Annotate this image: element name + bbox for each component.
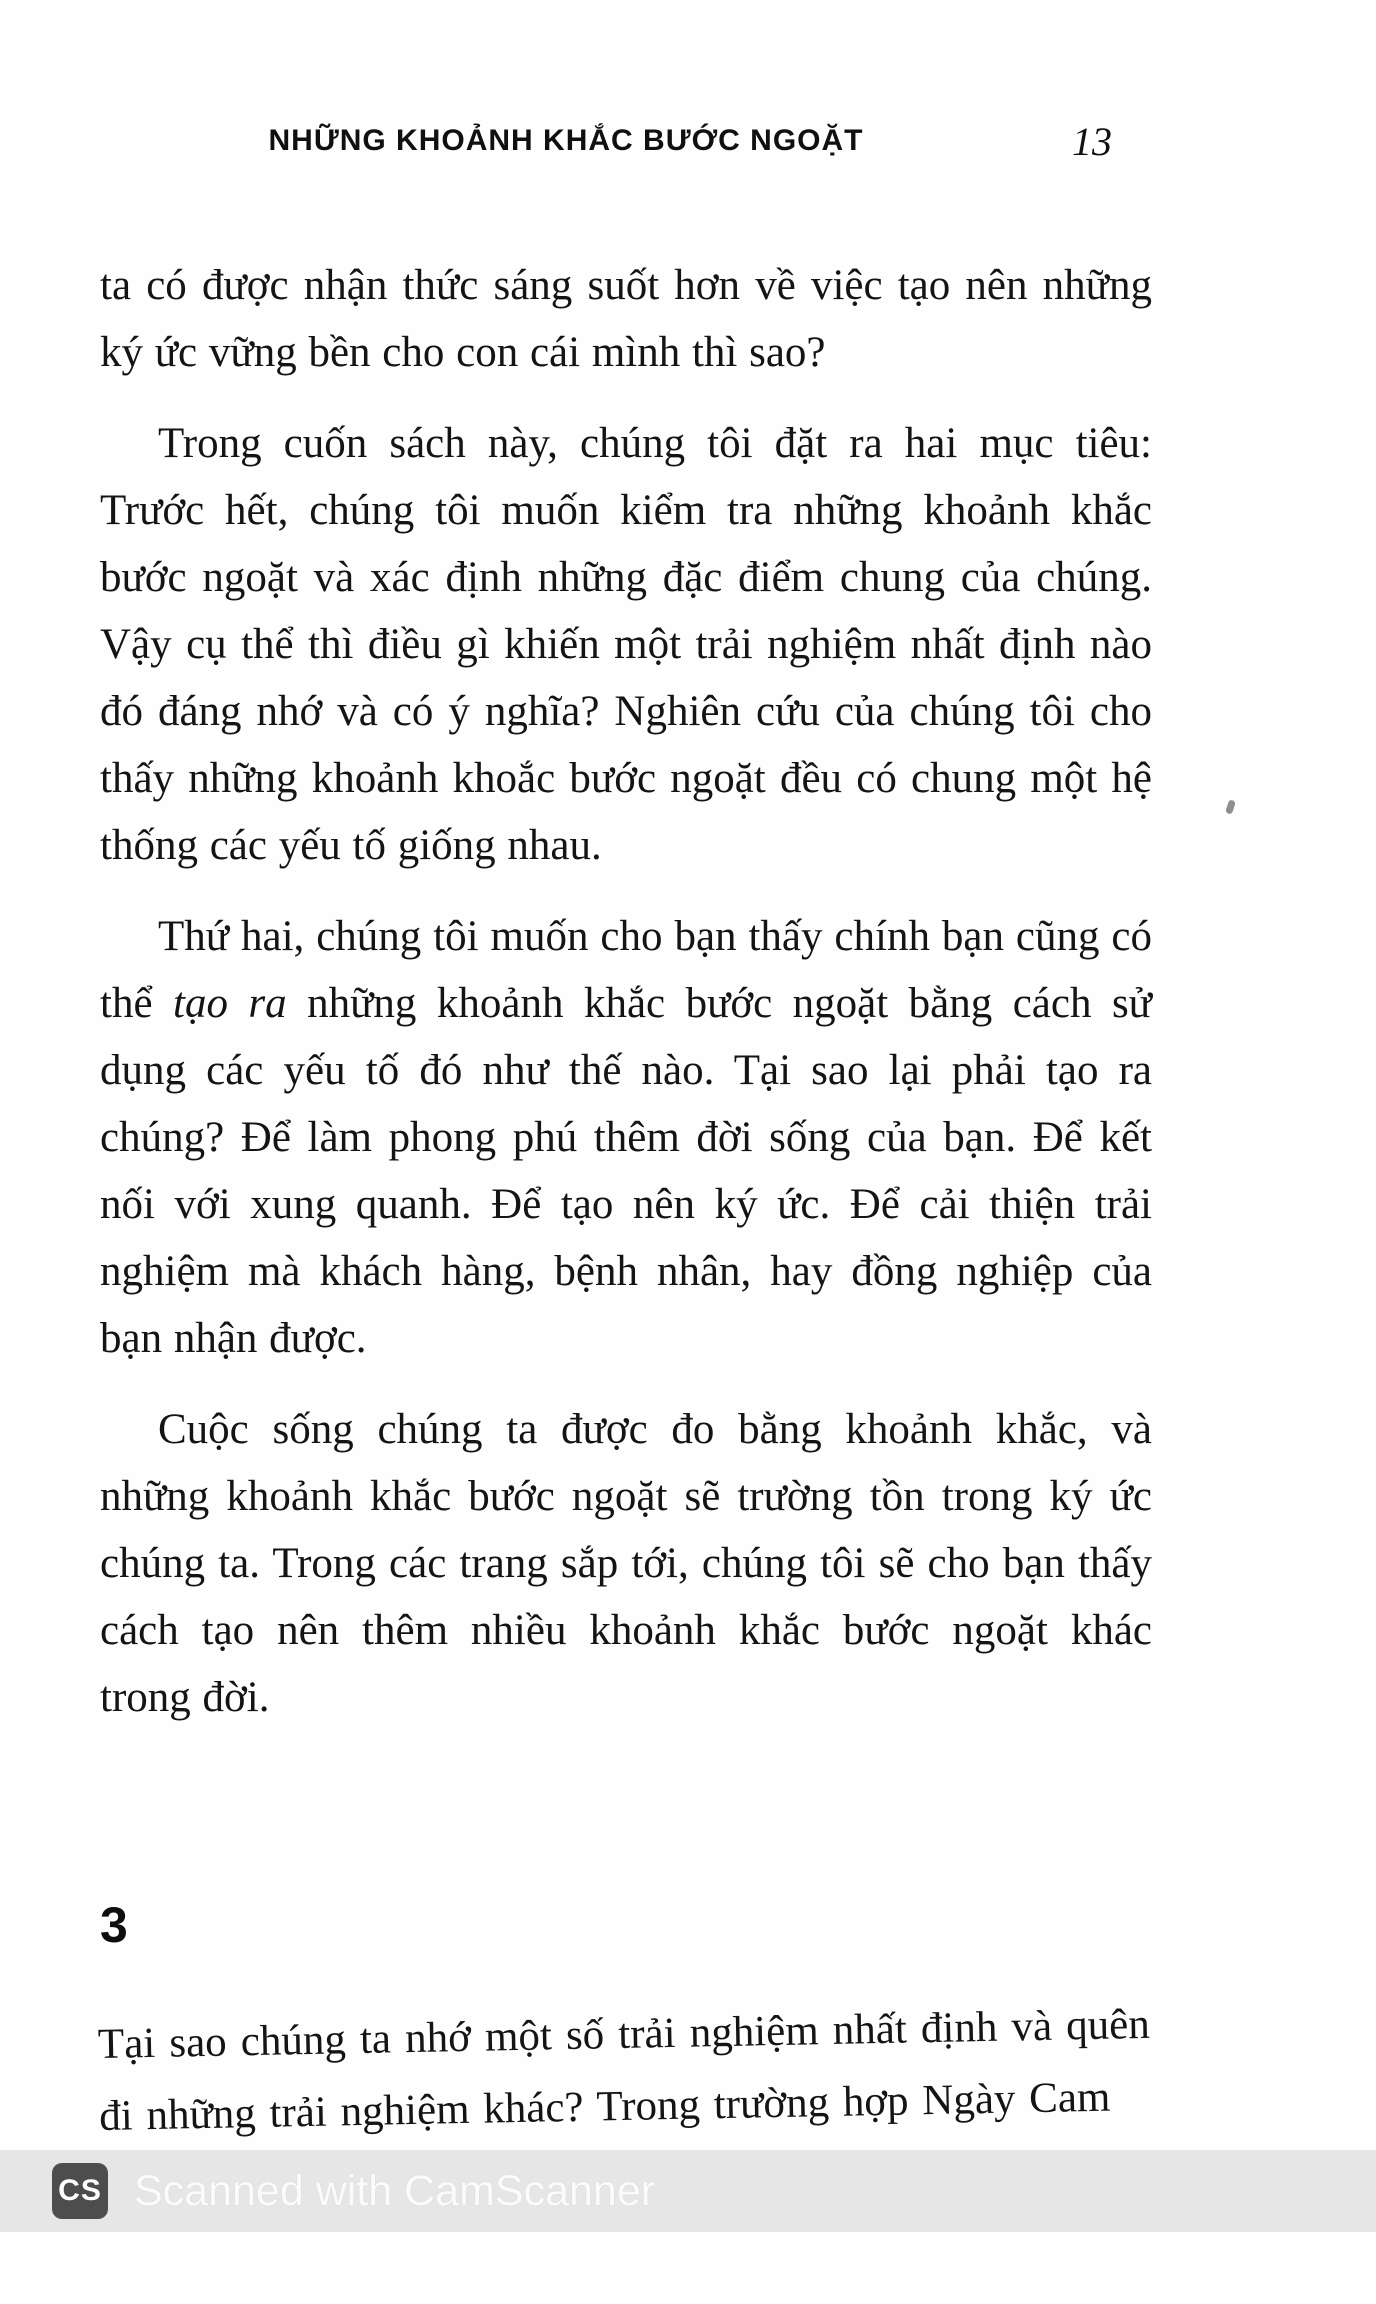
chapter-number: 3 <box>100 1897 128 1953</box>
page-number: 13 <box>1072 119 1112 164</box>
scan-artifact <box>1225 799 1236 814</box>
paragraph: Trong cuốn sách này, chúng tôi đặt ra hai mục tiêu: Trước hết, chúng tôi muốn kiểm tra những khoảnh khắc bước ngoặt và xác định những đặc điểm chung của chúng. Vậy cụ thể thì điều gì khiến một trải nghiệm nhất định nào đó đáng nhớ và có ý nghĩa? Nghiên cứu của chúng tôi cho thấy những khoảnh khoắc bước ngoặt đều có chung một hệ thống các yếu tố giống nhau. <box>100 420 1152 869</box>
running-title: NHỮNG KHOẢNH KHẮC BƯỚC NGOẶT <box>268 124 864 157</box>
camscanner-watermark-bar <box>0 2150 1376 2232</box>
paragraph-text: Thứ hai, chúng tôi muốn cho bạn thấy chính bạn cũng có thể <box>100 913 1152 1027</box>
paragraph: Cuộc sống chúng ta được đo bằng khoảnh khắc, và những khoảnh khắc bước ngoặt sẽ trường tồn trong ký ức chúng ta. Trong các trang sắp tới, chúng tôi sẽ cho bạn thấy cách tạo nên thêm nhiều khoảnh khắc bước ngoặt khác trong đời. <box>100 1406 1152 1721</box>
paragraph-continuation: ta có được nhận thức sáng suốt hơn về việc tạo nên những ký ức vững bền cho con cái mình thì sao? <box>100 262 1152 376</box>
page-header <box>100 118 1152 168</box>
paragraph <box>100 903 1152 1372</box>
italic-phrase: tạo ra <box>173 980 287 1027</box>
body-text <box>97 252 1152 2153</box>
paragraph-text: những khoảnh khắc bước ngoặt bằng cách sử dụng các yếu tố đó như thế nào. Tại sao lại phải tạo ra chúng? Để làm phong phú thêm đời sống của bạn. Để kết nối với xung quanh. Để tạo nên ký ức. Để cải thiện trải nghiệm mà khách hàng, bệnh nhân, hay đồng nghiệp của bạn nhận được. <box>100 980 1152 1362</box>
paragraph-chapter-opening: Tại sao chúng ta nhớ một số trải nghiệm nhất định và quên đi những trải nghiệm khác? Trong trường hợp Ngày Cam <box>97 2000 1151 2141</box>
camscanner-watermark-text: Scanned with CamScanner <box>134 2166 656 2215</box>
camscanner-logo-icon: CS <box>52 2163 108 2219</box>
